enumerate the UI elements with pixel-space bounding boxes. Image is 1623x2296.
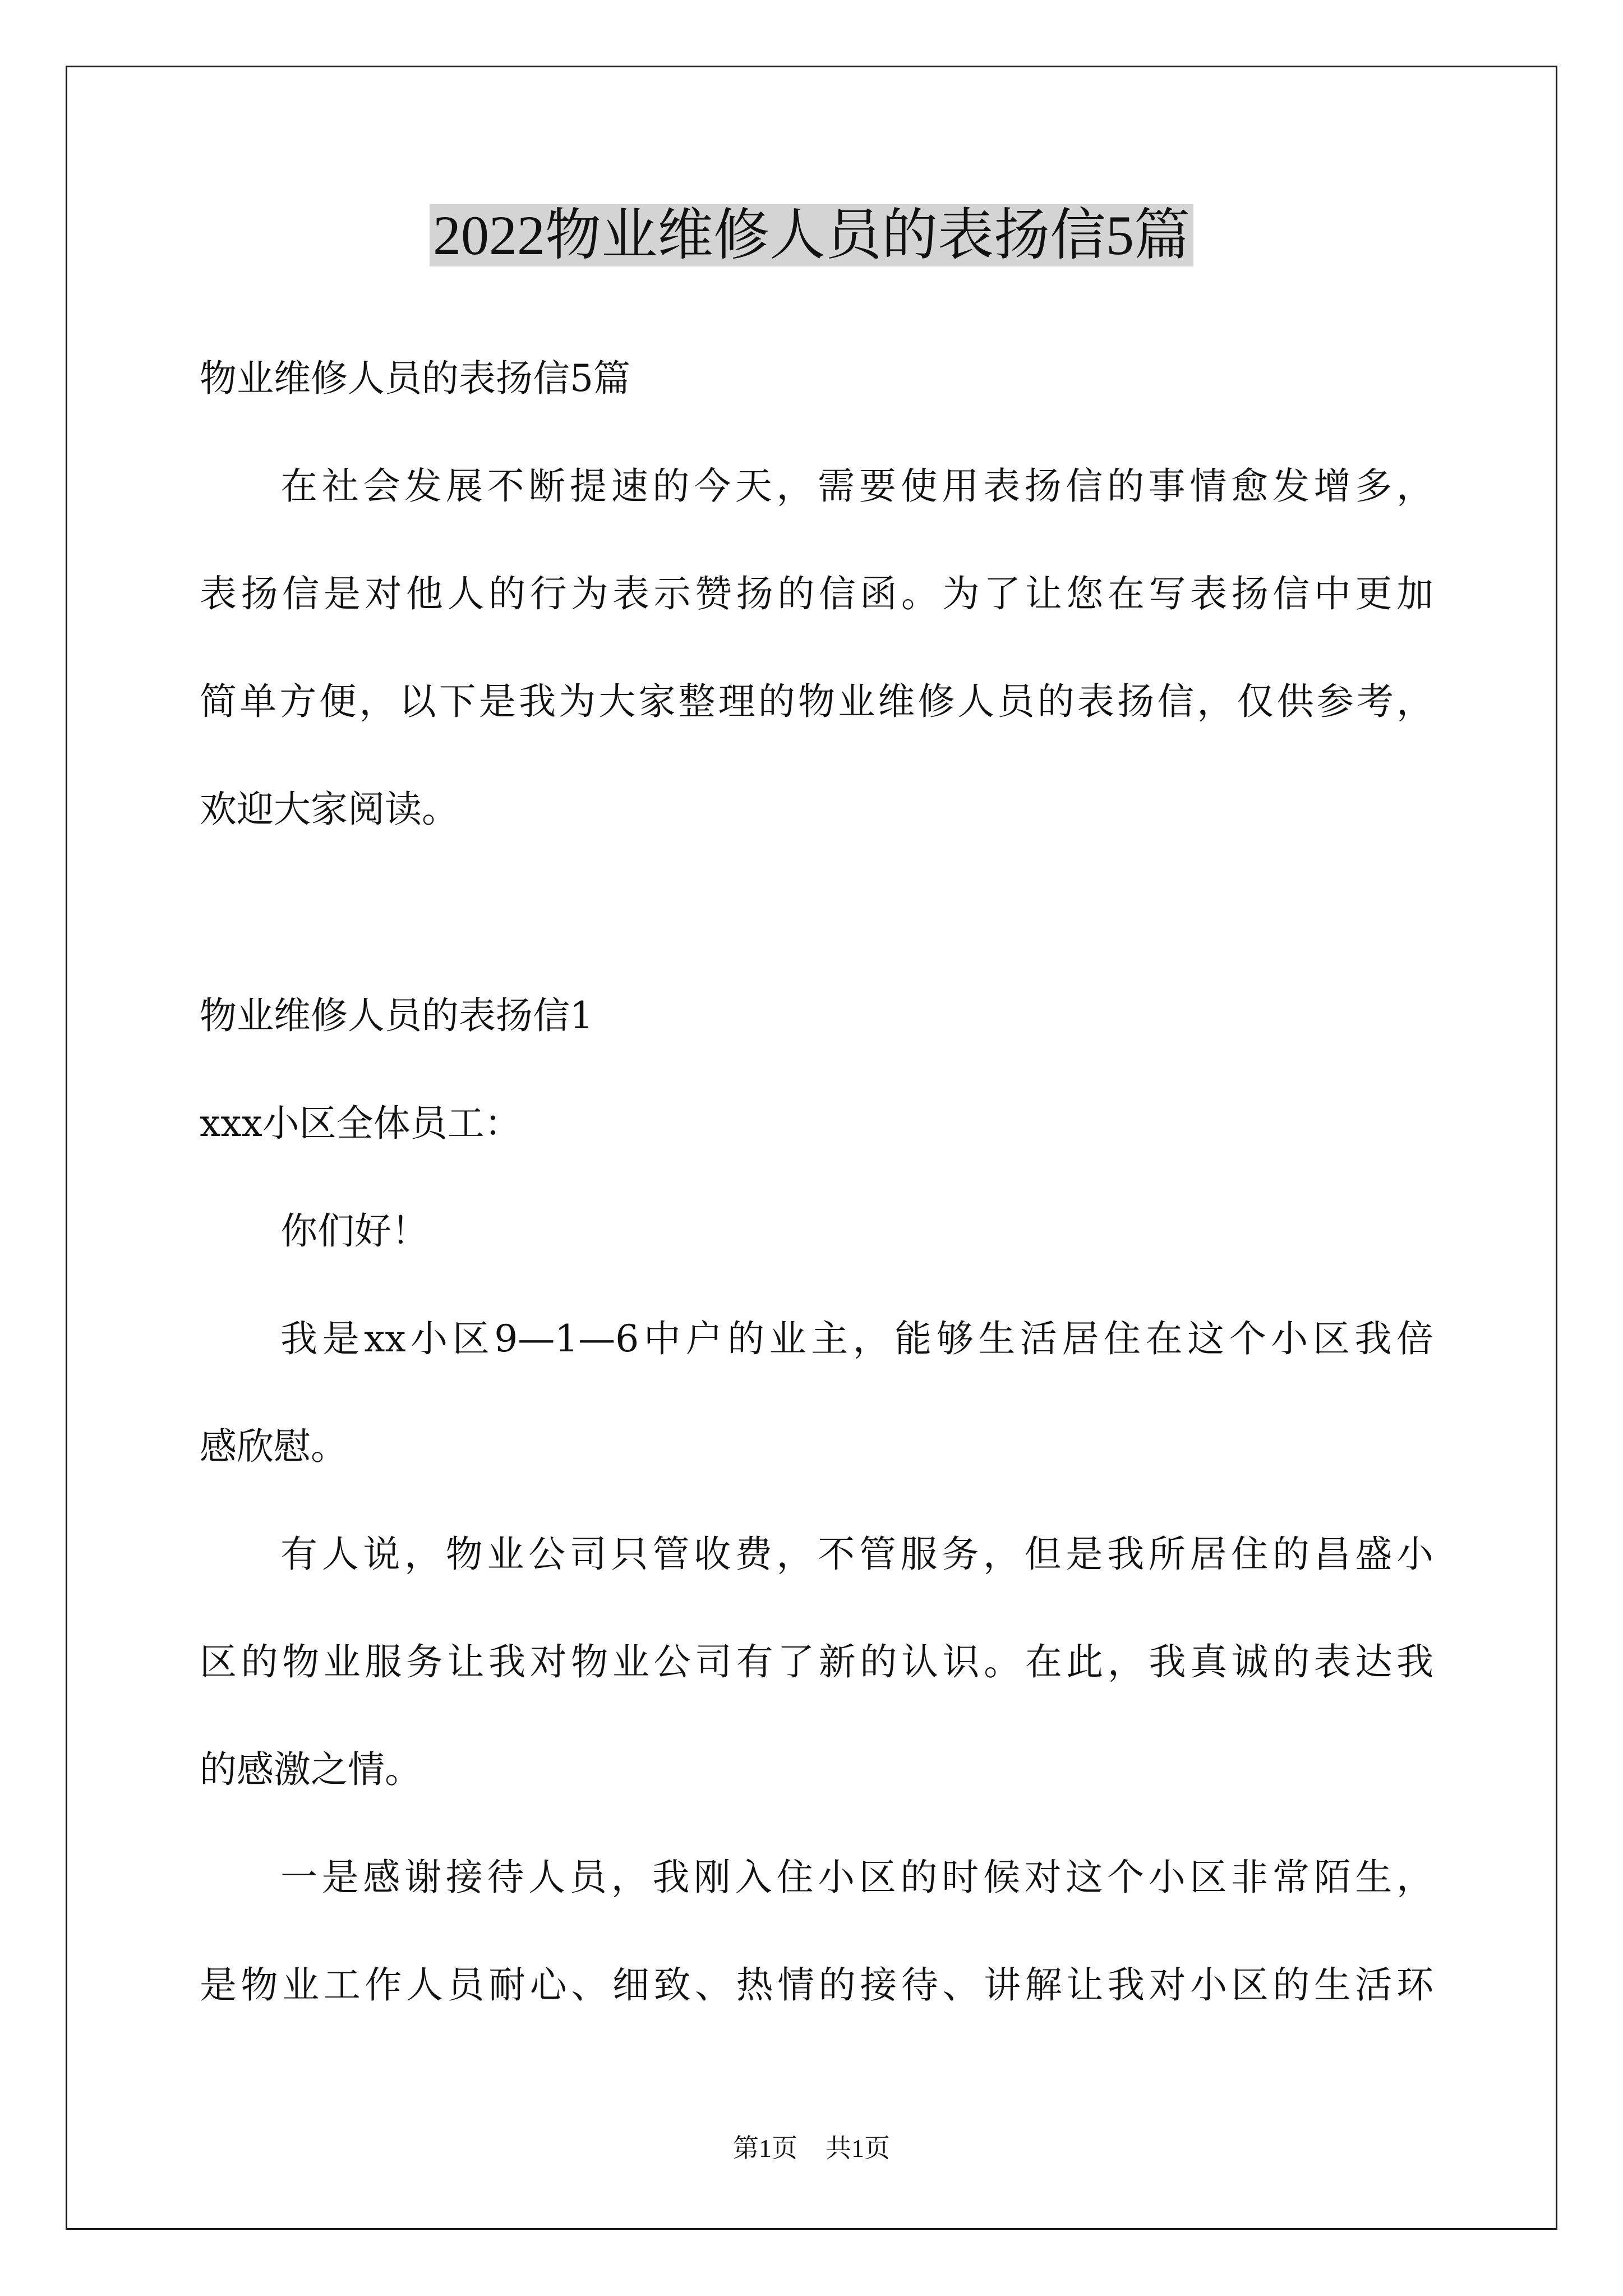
- salutation: xxx小区全体员工：: [200, 1102, 522, 1145]
- intro-line-2: 表扬信是对他人的行为表示赞扬的信函。为了让您在写表扬信中更加: [200, 572, 1433, 615]
- paragraph-2-line-3: 的感激之情。: [200, 1748, 422, 1791]
- paragraph-1-line-2: 感欣慰。: [200, 1425, 348, 1468]
- page-number: 第1页: [733, 2134, 797, 2162]
- intro-line-1: 在社会发展不断提速的今天，需要使用表扬信的事情愈发增多，: [280, 464, 1433, 508]
- document-title-text: 2022物业维修人员的表扬信5篇: [430, 204, 1193, 266]
- page-footer: [0, 2132, 1623, 2165]
- section-heading: 物业维修人员的表扬信1: [200, 994, 593, 1037]
- paragraph-1-line-1: 我是xx小区9—1—6中户的业主，能够生活居住在这个小区我倍: [280, 1317, 1433, 1360]
- intro-line-3: 简单方便，以下是我为大家整理的物业维修人员的表扬信，仅供参考，: [200, 680, 1433, 723]
- page-total: 共1页: [826, 2134, 890, 2162]
- intro-line-4: 欢迎大家阅读。: [200, 788, 459, 831]
- paragraph-3-line-1: 一是感谢接待人员，我刚入住小区的时候对这个小区非常陌生，: [280, 1856, 1433, 1899]
- subtitle-line: 物业维修人员的表扬信5篇: [200, 357, 630, 400]
- greeting: 你们好！: [280, 1209, 428, 1253]
- paragraph-3-line-2: 是物业工作人员耐心、细致、热情的接待、讲解让我对小区的生活环: [200, 1963, 1433, 2007]
- paragraph-2-line-1: 有人说，物业公司只管收费，不管服务，但是我所居住的昌盛小: [280, 1533, 1433, 1576]
- document-title: [0, 199, 1623, 272]
- paragraph-2-line-2: 区的物业服务让我对物业公司有了新的认识。在此，我真诚的表达我: [200, 1640, 1433, 1683]
